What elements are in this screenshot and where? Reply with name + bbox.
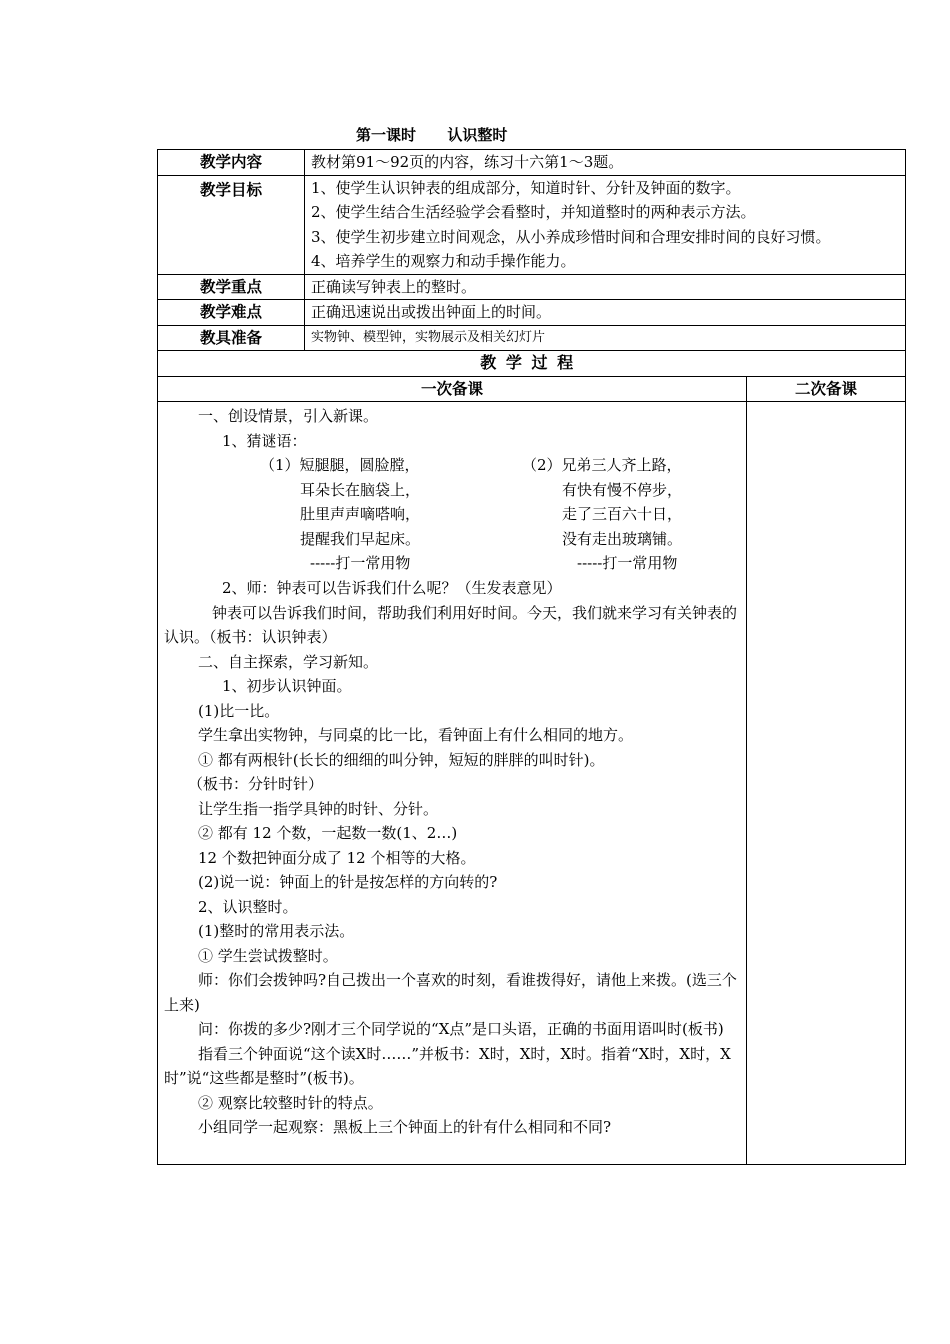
row-difficulty: [158, 300, 906, 326]
riddle-line: 有快有慢不停步，: [562, 480, 683, 499]
riddle-two: [522, 453, 682, 576]
text-line: 12 个数把钟面分成了 12 个相等的大格。: [198, 848, 476, 867]
riddle-line: 提醒我们早起床。: [300, 529, 421, 548]
column-header-first: 一次备课: [158, 376, 747, 402]
value-objectives: [305, 175, 906, 274]
label-key-point: 教学重点: [158, 274, 305, 300]
text-paragraph: 师：你们会拨钟吗?自己拨出一个喜欢的时刻，看谁拨得好，请他上来拨。(选三个上来): [164, 971, 737, 1014]
text-line: ② 都有 12 个数，一起数一数(1、2…): [198, 824, 458, 842]
value-difficulty: [305, 300, 906, 326]
row-process-heading: [158, 351, 906, 377]
value-materials: [305, 325, 906, 351]
row-column-headers: [158, 376, 906, 402]
riddle-line: -----打一常用物: [577, 554, 678, 572]
text-line: (1)比一比。: [198, 701, 280, 720]
text-line: ① 都有两根针(长长的细细的叫分钟，短短的胖胖的叫时针)。: [198, 750, 605, 769]
text-line: ② 观察比较整时针的特点。: [198, 1093, 383, 1112]
label-materials: 教具准备: [158, 325, 305, 351]
label-objectives: 教学目标: [158, 175, 305, 274]
row-content: [158, 150, 906, 176]
riddle-line: 走了三百六十日，: [562, 505, 683, 523]
row-key-point: [158, 274, 906, 300]
text-line: 1、猜谜语：: [222, 431, 307, 450]
second-prep-cell: [747, 402, 906, 1165]
objective-line: 3、使学生初步建立时间观念，从小养成珍惜时间和合理安排时间的良好习惯。: [311, 227, 831, 246]
section-heading: 二、自主探索，学习新知。: [198, 652, 379, 671]
text-line: 2、师：钟表可以告诉我们什么呢？（生发表意见）: [222, 579, 562, 597]
lesson-plan-table: [157, 149, 906, 1165]
text-line: 学生拿出实物钟，与同桌的比一比，看钟面上有什么相同的地方。: [198, 726, 634, 744]
label-content: 教学内容: [158, 150, 305, 176]
text-line: 1、初步认识钟面。: [222, 677, 352, 695]
text-line: 让学生指一指学具钟的时针、分针。: [198, 799, 439, 818]
first-prep-cell: [158, 402, 747, 1165]
text-line: (2)说一说：钟面上的针是按怎样的方向转的?: [198, 873, 498, 891]
text-paragraph: 钟表可以告诉我们时间，帮助我们利用好时间。今天，我们就来学习有关钟表的认识。（板书：认识钟表）: [164, 603, 738, 646]
riddle-line: -----打一常用物: [310, 554, 411, 572]
column-header-second: 二次备课: [747, 376, 906, 402]
text-line: （板书：分针时针）: [188, 775, 324, 793]
objective-line: 1、使学生认识钟表的组成部分，知道时针、分针及钟面的数字。: [311, 178, 741, 197]
difficulty-line: 正确迅速说出或拨出钟面上的时间。: [311, 303, 552, 321]
text-line: (1)整时的常用表示法。: [198, 922, 355, 940]
row-objectives: [158, 175, 906, 274]
row-process-body: [158, 402, 906, 1165]
value-content: [305, 150, 906, 176]
row-materials: [158, 325, 906, 351]
text-paragraph: 问：你拨的多少?刚才三个同学说的“X点”是口头语，正确的书面用语叫时(板书): [198, 1020, 724, 1038]
riddle-line: （1）短腿腿，圆脸膛，: [260, 456, 420, 474]
riddles: [164, 453, 740, 576]
materials-line: 实物钟、模型钟，实物展示及相关幻灯片: [311, 329, 546, 345]
riddle-line: 肚里声声嘀嗒响，: [300, 505, 421, 523]
riddle-line: （2）兄弟三人齐上路，: [522, 456, 682, 474]
text-line: ① 学生尝试拨整时。: [198, 946, 338, 965]
value-key-point: [305, 274, 906, 300]
text-paragraph: 指看三个钟面说“这个读X时……”并板书：X时，X时，X时。指着“X时，X时，X时”说“这些都是整时”(板书)。: [164, 1044, 731, 1087]
section-heading: 一、创设情景，引入新课。: [198, 407, 379, 425]
riddle-line: 没有走出玻璃铺。: [562, 529, 683, 548]
process-heading: 教学过程: [158, 351, 906, 377]
riddle-line: 耳朵长在脑袋上，: [300, 480, 421, 499]
content-line: 教材第91～92页的内容，练习十六第1～3题。: [311, 153, 624, 171]
lesson-title: 第一课时 认识整时: [356, 126, 508, 144]
text-line: 2、认识整时。: [198, 897, 298, 916]
label-difficulty: 教学难点: [158, 300, 305, 326]
riddle-one: [260, 453, 420, 576]
objective-line: 2、使学生结合生活经验学会看整时，并知道整时的两种表示方法。: [311, 203, 756, 221]
key-point-line: 正确读写钟表上的整时。: [311, 277, 477, 296]
objective-line: 4、培养学生的观察力和动手操作能力。: [311, 252, 576, 270]
text-line: 小组同学一起观察：黑板上三个钟面上的针有什么相同和不同?: [198, 1118, 612, 1136]
